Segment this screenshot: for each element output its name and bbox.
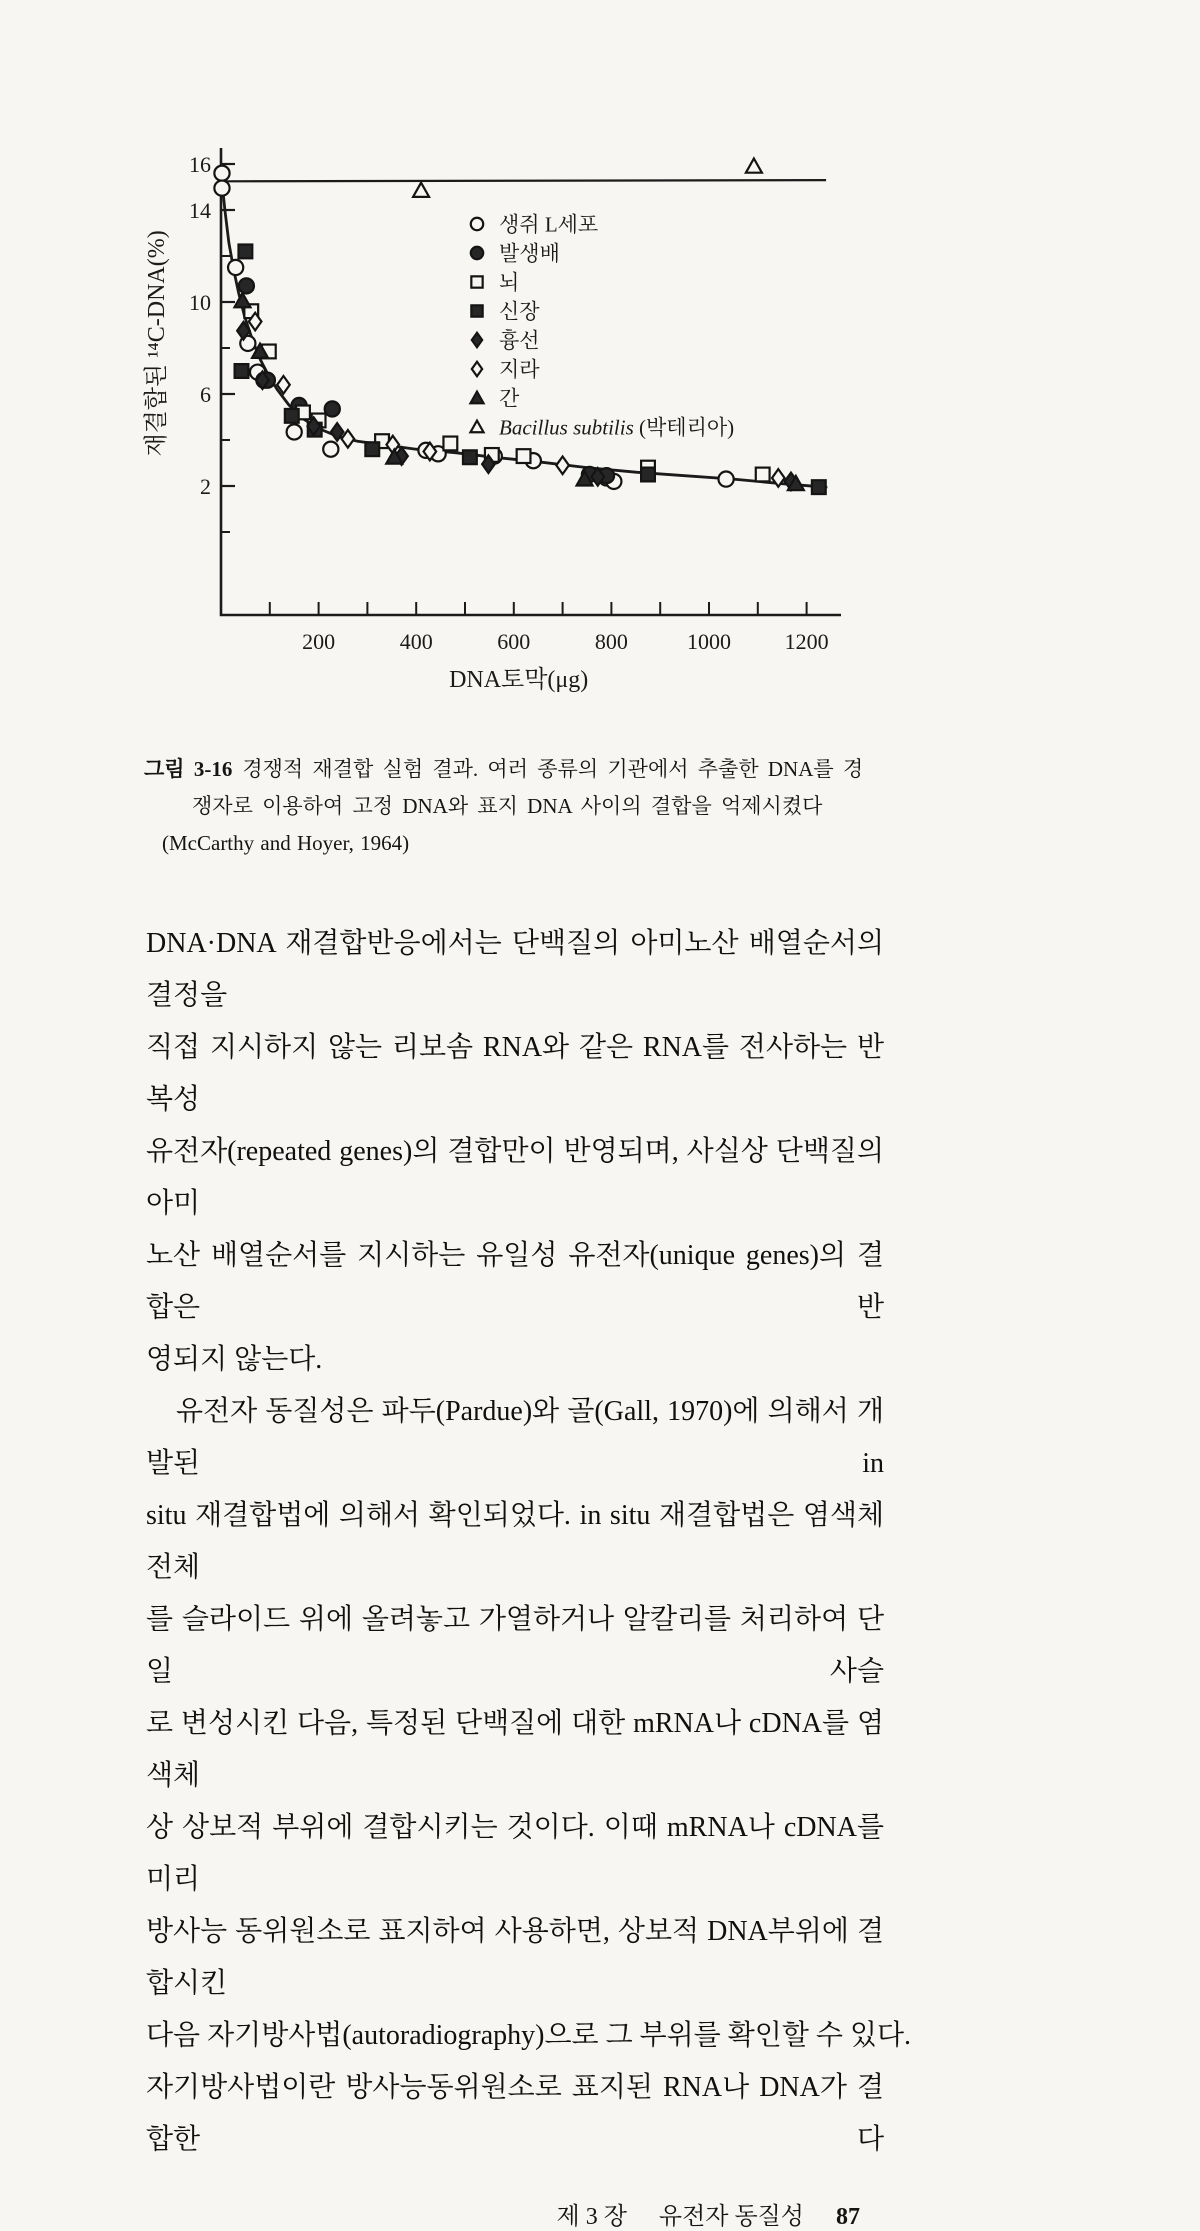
legend-label-mouse-l-cells: 생쥐 L세포: [499, 212, 599, 237]
data-point-bacillus-subtilis: [746, 159, 762, 173]
data-point-mouse-l-cells: [214, 166, 229, 181]
data-point-brain: [756, 468, 770, 482]
svg-text:400: 400: [399, 629, 433, 654]
caption-text: 경쟁적 재결합 실험 결과. 여러 종류의 기관에서 추출한 DNA를 경: [242, 757, 864, 781]
x-axis-label: DNA토막(μg): [449, 667, 589, 693]
caption-citation: (McCarthy and Hoyer, 1964): [162, 831, 410, 855]
body-line: 로 변성시킨 다음, 특정된 단백질에 대한 mRNA나 cDNA를 염색체: [146, 1708, 884, 1791]
data-point-kidney: [239, 245, 253, 259]
page-footer: [146, 2196, 884, 2231]
svg-text:10: 10: [189, 290, 211, 315]
figure-number: 그림 3-16: [144, 757, 233, 781]
body-line: 직접 지시하지 않는 리보솜 RNA와 같은 RNA를 전사하는 반복성: [146, 1032, 884, 1115]
data-point-mouse-l-cells: [287, 424, 302, 439]
legend-label-embryo: 발생배: [499, 241, 560, 266]
caption-line: 쟁자로 이용하여 고정 DNA와 표지 DNA 사이의 결합을 억제시켰다: [192, 794, 823, 818]
body-line: 노산 배열순서를 지시하는 유일성 유전자(unique genes)의 결합은 반: [146, 1240, 884, 1323]
body-text: [146, 918, 912, 2166]
legend-marker-liver: [470, 392, 483, 404]
data-point-kidney: [812, 480, 826, 494]
body-line: DNA·DNA 재결합반응에서는 단백질의 아미노산 배열순서의 결정을: [146, 928, 884, 1011]
svg-text:200: 200: [302, 629, 336, 654]
legend-marker-mouse-l-cells: [471, 218, 483, 230]
data-point-kidney: [463, 450, 477, 464]
body-line: 방사능 동위원소로 표지하여 사용하면, 상보적 DNA부위에 결합시킨: [146, 1916, 884, 1999]
svg-text:2: 2: [200, 474, 211, 499]
data-point-liver: [234, 293, 250, 307]
legend-label-liver: 간: [499, 386, 520, 411]
legend-marker-spleen: [472, 362, 482, 376]
data-point-kidney: [235, 364, 249, 378]
legend-label-thymus: 흉선: [499, 328, 540, 353]
data-point-embryo: [325, 401, 340, 416]
legend-marker-kidney: [471, 305, 482, 316]
body-line: 를 슬라이드 위에 올려놓고 가열하거나 알칼리를 처리하여 단일 사슬: [146, 1604, 884, 1687]
legend-marker-embryo: [471, 247, 483, 259]
data-point-brain: [517, 449, 531, 463]
body-line: 유전자(repeated genes)의 결합만이 반영되며, 사실상 단백질의 아미: [146, 1136, 884, 1219]
data-point-brain: [443, 437, 457, 451]
legend-label-bacillus-subtilis: Bacillus subtilis (박테리아): [499, 415, 735, 440]
legend-marker-bacillus-subtilis: [470, 421, 483, 433]
data-point-kidney: [285, 409, 299, 423]
body-line: 다음 자기방사법(autoradiography)으로 그 부위를 확인할 수 있다.: [146, 2020, 912, 2051]
svg-text:16: 16: [189, 152, 211, 177]
svg-text:1000: 1000: [687, 629, 731, 654]
body-line: 상 상보적 부위에 결합시키는 것이다. 이때 mRNA나 cDNA를 미리: [146, 1812, 884, 1895]
data-point-spleen: [556, 457, 569, 475]
footer-page-number: 87: [836, 2204, 860, 2230]
body-line: 자기방사법이란 방사능동위원소로 표지된 RNA나 DNA가 결합한 다: [146, 2072, 884, 2155]
data-point-mouse-l-cells: [228, 260, 243, 275]
footer-section: 유전자 동질성: [658, 2204, 804, 2230]
legend-marker-brain: [471, 276, 482, 287]
svg-text:6: 6: [200, 382, 211, 407]
svg-text:1200: 1200: [784, 629, 829, 654]
data-point-kidney: [365, 442, 379, 456]
svg-text:600: 600: [497, 629, 531, 654]
body-line: situ 재결합법에 의해서 확인되었다. in situ 재결합법은 염색체 전체: [146, 1500, 884, 1583]
data-point-mouse-l-cells: [323, 442, 338, 457]
svg-text:14: 14: [189, 198, 211, 223]
y-axis-label: 재결합된 ¹⁴C-DNA(%): [144, 230, 170, 457]
legend-label-spleen: 지라: [499, 357, 540, 382]
data-point-bacillus-subtilis: [413, 183, 429, 197]
data-point-embryo: [239, 278, 254, 293]
legend-marker-thymus: [472, 333, 482, 347]
data-point-mouse-l-cells: [214, 181, 229, 196]
body-line: 유전자 동질성은 파두(Pardue)와 골(Gall, 1970)에 의해서 개발된 in: [146, 1396, 884, 1479]
svg-text:800: 800: [594, 629, 628, 654]
data-point-kidney: [641, 468, 655, 482]
legend-label-brain: 뇌: [499, 270, 520, 295]
figure-caption: [144, 751, 884, 862]
recombination-scatter-chart: [136, 128, 966, 720]
data-point-mouse-l-cells: [718, 472, 733, 487]
body-line: 영되지 않는다.: [146, 1344, 323, 1375]
legend-label-kidney: 신장: [499, 299, 540, 324]
caption-line: [144, 751, 884, 788]
figure-3-16: [136, 128, 1200, 725]
footer-chapter: 제 3 장: [556, 2204, 627, 2230]
